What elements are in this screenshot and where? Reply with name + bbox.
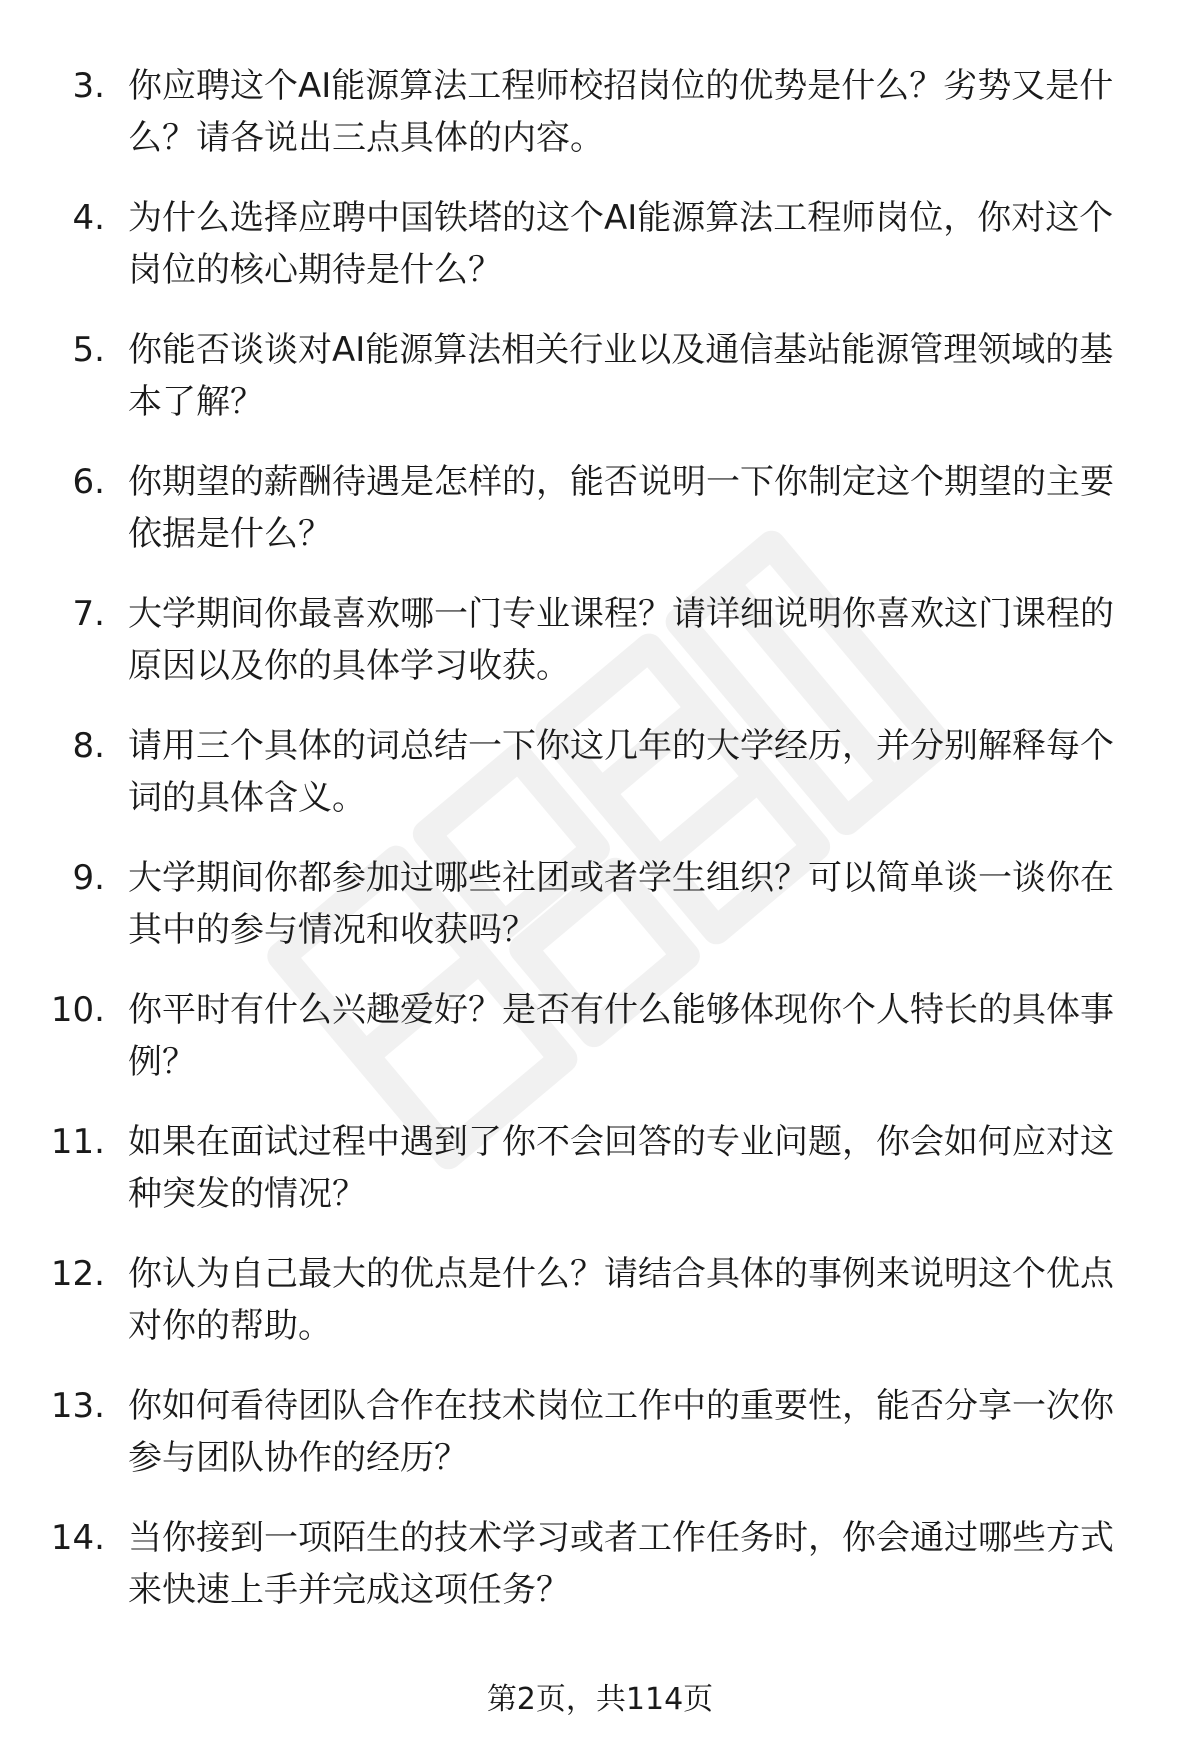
question-text: 大学期间你最喜欢哪一门专业课程？请详细说明你喜欢这门课程的原因以及你的具体学习收获。 [128,594,1114,686]
question-text: 为什么选择应聘中国铁塔的这个AI能源算法工程师岗位，你对这个岗位的核心期待是什么？ [128,198,1114,290]
question-number: 3. [72,66,105,106]
page-footer: 第2页，共114页 [486,1682,714,1717]
question-number: 7. [72,594,105,634]
question-list [0,60,1200,1644]
question-text: 大学期间你都参加过哪些社团或者学生组织？可以简单谈一谈你在其中的参与情况和收获吗？ [128,858,1114,950]
list-item [0,1116,1200,1248]
question-text: 你应聘这个AI能源算法工程师校招岗位的优势是什么？劣势又是什么？请各说出三点具体的内容。 [128,66,1114,158]
question-number: 4. [72,198,105,238]
list-item [0,60,1200,192]
question-number: 13. [50,1386,105,1426]
question-number: 12. [50,1254,105,1294]
question-number: 11. [50,1122,105,1162]
list-item [0,720,1200,852]
question-text: 当你接到一项陌生的技术学习或者工作任务时，你会通过哪些方式来快速上手并完成这项任务？ [128,1518,1114,1610]
question-text: 你如何看待团队合作在技术岗位工作中的重要性，能否分享一次你参与团队协作的经历？ [128,1386,1114,1478]
list-item [0,456,1200,588]
list-item [0,852,1200,984]
list-item [0,588,1200,720]
question-text: 你平时有什么兴趣爱好？是否有什么能够体现你个人特长的具体事例？ [128,990,1114,1082]
list-item [0,1380,1200,1512]
list-item [0,324,1200,456]
question-text: 你期望的薪酬待遇是怎样的，能否说明一下你制定这个期望的主要依据是什么？ [128,462,1114,554]
list-item [0,984,1200,1116]
list-item [0,1248,1200,1380]
list-item [0,1512,1200,1644]
question-text: 你认为自己最大的优点是什么？请结合具体的事例来说明这个优点对你的帮助。 [128,1254,1114,1346]
question-number: 10. [50,990,105,1030]
question-number: 8. [72,726,105,766]
question-text: 如果在面试过程中遇到了你不会回答的专业问题，你会如何应对这种突发的情况？ [128,1122,1114,1214]
question-text: 你能否谈谈对AI能源算法相关行业以及通信基站能源管理领域的基本了解？ [128,330,1114,422]
list-item [0,192,1200,324]
question-number: 9. [72,858,105,898]
question-text: 请用三个具体的词总结一下你这几年的大学经历，并分别解释每个词的具体含义。 [128,726,1114,818]
question-number: 14. [50,1518,105,1558]
question-number: 6. [72,462,105,502]
question-number: 5. [72,330,105,370]
